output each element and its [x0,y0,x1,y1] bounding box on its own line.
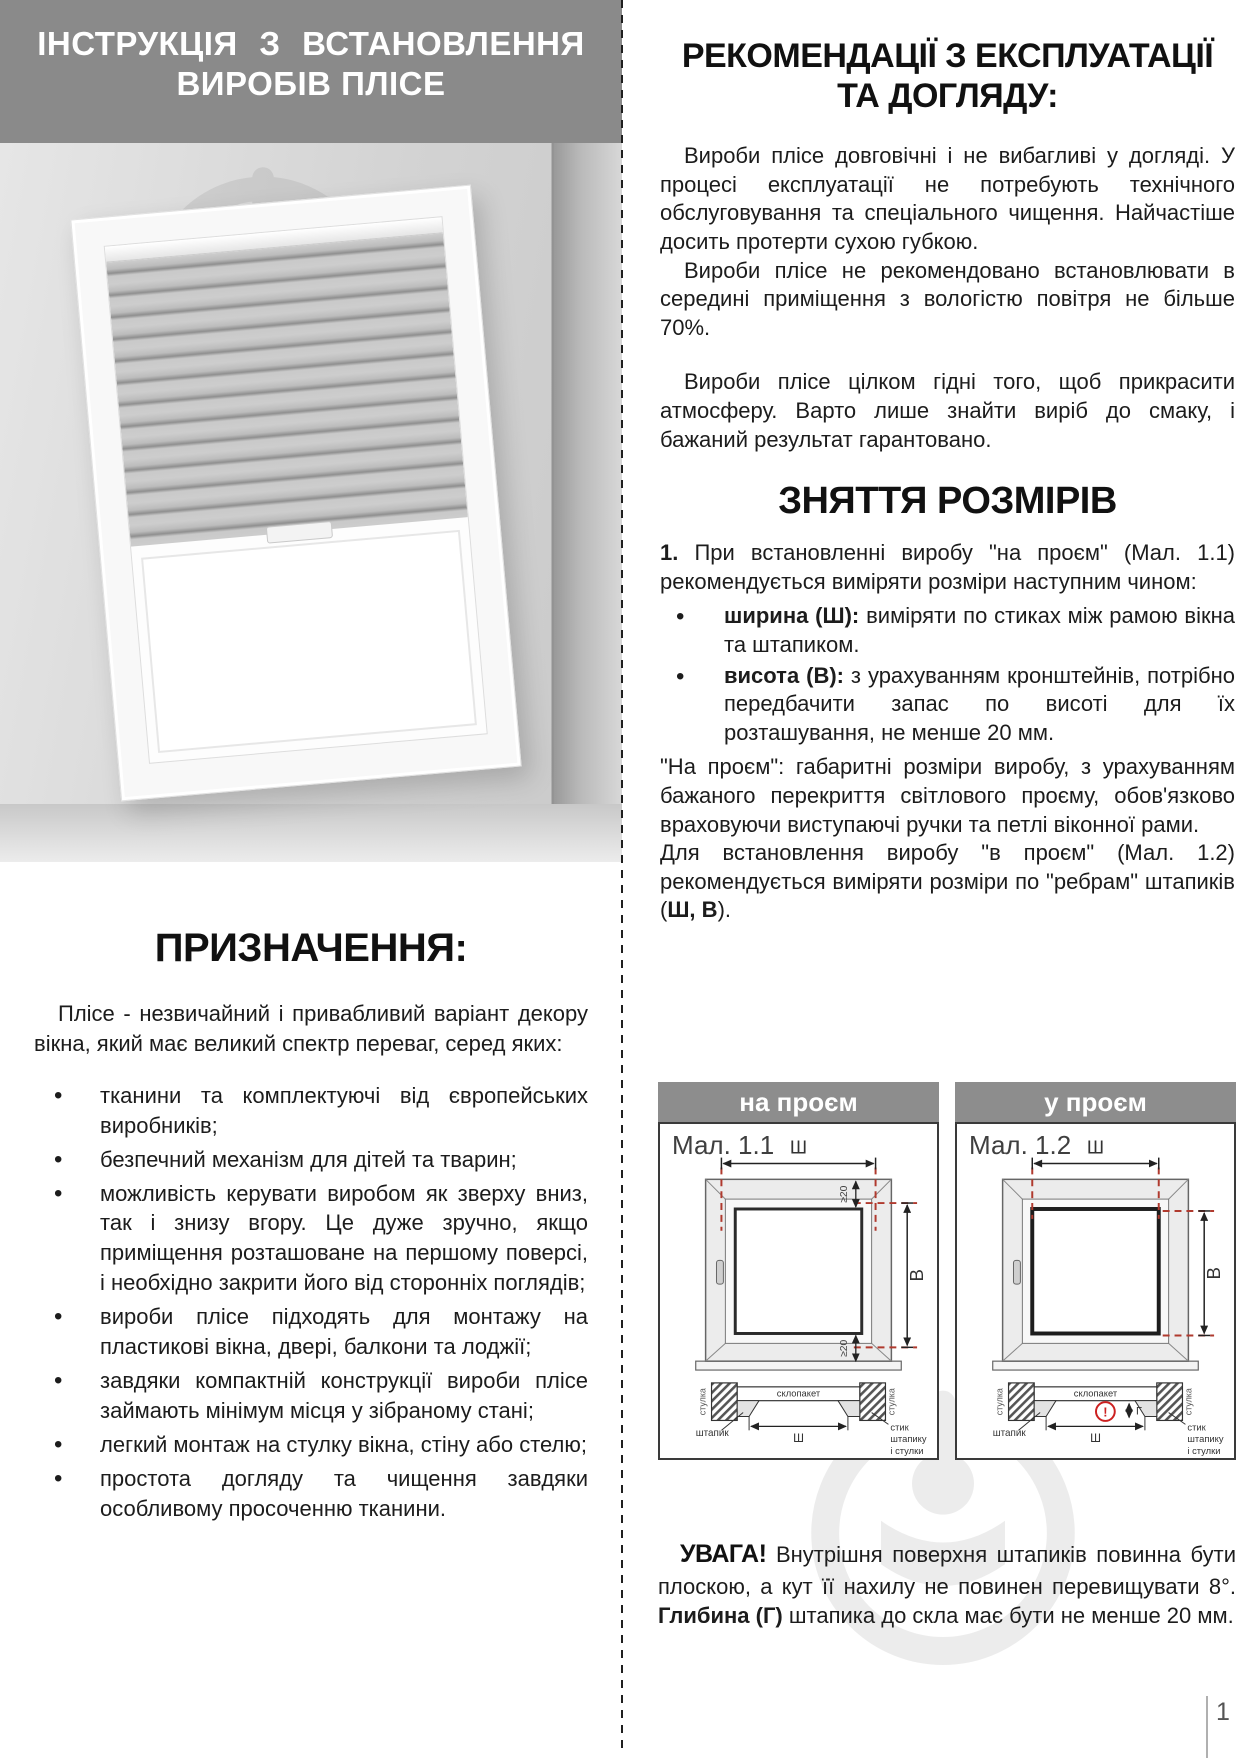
attention-bold-depth: Глибина (Г) [658,1603,783,1629]
list-item: • можливість керувати виробом як зверху вниз, так і знизу вгору. Це дуже зручно, якщо приміщення розташоване на першому поверсі, і необхідно закрити його від сторонніх поглядів; [54,1179,588,1299]
joint-label-3: і стулки [890,1446,924,1457]
section-width-label: Ш [793,1431,804,1446]
measurement-diagrams [658,1082,1236,1460]
care-heading-line1: РЕКОМЕНДАЦІЇ З ЕКСПЛУАТАЦІЇ [681,37,1214,75]
window-glass [735,1209,861,1334]
photo-corner-line [551,143,554,862]
section-width-label: Ш [1090,1431,1101,1446]
joint-label-2: штапику [890,1434,927,1445]
photo-window-frame [70,185,521,802]
product-photo [0,143,622,862]
attention-text-1: Внутрішня поверхня штапиків повинна бути плоскою, а кут її нахилу не повинен перевищувати 8°. [658,1542,1236,1599]
dim-width-label: Ш [789,1136,808,1158]
figure-label-1-2: Мал. 1.2 [969,1130,1072,1160]
width-label: ширина (Ш): [724,603,860,629]
glass-pack-label: склопакет [1073,1388,1118,1399]
page-number-divider [1206,1696,1208,1758]
width-dimension [1032,1158,1158,1170]
window-handle [716,1260,723,1284]
glass-pack-label: склопакет [776,1388,821,1399]
left-title-banner [0,0,622,143]
bead-label: штапик [695,1428,729,1440]
list-item [676,662,1235,748]
list-item: • простота догляду та чищення завдяки особливому просоченню тканини. [54,1464,588,1524]
dim-width-label: Ш [1086,1136,1105,1158]
diagram-box-2 [955,1122,1236,1460]
photo-window-opening [104,216,488,764]
diagram-box-1 [658,1122,939,1460]
v-proem-bold: Ш, В [667,897,718,923]
care-heading [660,36,1235,116]
purpose-heading: ПРИЗНАЧЕННЯ: [154,926,468,970]
diagram-panel-u-proem [955,1082,1236,1460]
joint-label-1: стик [890,1422,909,1433]
v-proem-paragraph [660,839,1235,925]
purpose-bullet-list [34,1081,588,1524]
cross-section [993,1383,1224,1456]
care-paragraph-1: Вироби плісе довговічні і не вибагливі у догляді. У процесі експлуатації не потребують технічного обслуговування та спеціального чищення. Найчастіше досить протерти сухою губкою. [660,143,1235,254]
photo-pleated-blind [106,233,468,546]
sash-label-left: стулка [994,1388,1005,1416]
list-item [676,602,1235,659]
list-item: • легкий монтаж на стулку вікна, стіну або стелю; [54,1430,588,1460]
panel-header-u-proem: у проєм [955,1082,1236,1122]
step-1-text: При встановленні виробу "на проєм" (Мал. 1.1) рекомендується виміряти розміри наступним чином: [660,540,1235,594]
joint-label-1: стик [1187,1422,1206,1433]
figure-label-1-1: Мал. 1.1 [672,1130,775,1160]
diagram-panel-na-proem [658,1082,939,1460]
care-paragraph-3: Вироби плісе цілком гідні того, щоб прикрасити атмосферу. Варто лише знайти виріб до смаку, і бажаний результат гарантовано. [660,369,1235,452]
min-overlap-top-label: ≥20 [838,1185,850,1203]
page-number: 1 [1216,1698,1230,1726]
bead-label: штапик [992,1428,1026,1440]
dim-height-label: В [1203,1266,1225,1280]
dim-height-label: В [906,1268,928,1282]
warning-exclamation-icon: ! [1103,1404,1108,1420]
min-overlap-bottom-label: ≥20 [838,1339,850,1357]
list-item: • вироби плісе підходять для монтажу на пластикові вікна, двері, балкони та лоджії; [54,1302,588,1362]
sizes-heading: ЗНЯТТЯ РОЗМІРІВ [778,480,1117,523]
purpose-intro: Плісе - незвичайний і привабливий варіант декору вікна, який має великий спектр переваг, серед яких: [34,1001,588,1056]
list-item: • завдяки компактній конструкції вироби плісе займають мінімум місця у зібраному стані; [54,1366,588,1426]
window-diagram-1-1 [660,1124,937,1458]
photo-window-glass [141,530,477,753]
list-item: • тканини та комплектуючі від європейських виробників; [54,1081,588,1141]
attention-paragraph [658,1538,1236,1631]
left-column [0,862,622,1528]
v-proem-end: ). [717,897,732,923]
right-column [622,0,1245,925]
window-diagram-1-2 [957,1124,1234,1458]
joint-label-2: штапику [1187,1434,1224,1445]
care-paragraph-2: Вироби плісе не рекомендовано встановлювати в середині приміщення з вологістю повітря не більше 70%. [660,257,1235,340]
panel-header-na-proem: на проєм [658,1082,939,1122]
width-text: виміряти по стиках між рамою вікна та штапиком. [724,603,1235,657]
cross-section [696,1383,927,1456]
window-handle [1013,1260,1020,1284]
attention-text-2: штапика до скла має бути не менше 20 мм. [788,1603,1234,1629]
height-label: висота (В): [724,662,844,688]
step-1-number: 1. [660,540,679,566]
depth-label: Г [1136,1405,1142,1418]
care-heading-line2: ТА ДОГЛЯДУ: [837,77,1058,116]
v-proem-text: Для встановлення виробу "в проєм" (Мал. 1.2) рекомендується виміряти розміри по "ребрам" штапиків ( [660,840,1235,923]
window-glass [1032,1209,1158,1334]
width-dimension [721,1158,875,1170]
page-title-line1: ІНСТРУКЦІЯ З ВСТАНОВЛЕННЯ [37,25,585,62]
attention-label: УВАГА! [680,1540,767,1568]
sash-label-left: стулка [697,1388,708,1416]
page-title-line2: ВИРОБІВ ПЛІСЕ [176,65,446,103]
list-item: • безпечний механізм для дітей та тварин; [54,1145,588,1175]
photo-sill [0,804,622,862]
sash-label-right: стулка [1183,1388,1194,1416]
photo-side-wall [552,143,622,862]
joint-label-3: і стулки [1187,1446,1221,1457]
na-proem-paragraph: "На проєм": габаритні розміри виробу, з урахуванням бажаного перекриття світлового проєму, обов'язково враховуючи виступаючі ручки та петлі віконної рами. [660,754,1235,837]
step-1-paragraph [660,539,1235,596]
measure-bullet-list [660,602,1235,747]
height-text: з урахуванням кронштейнів, потрібно передбачити запас по висоті для їх розташування, не менше 20 мм. [724,662,1235,745]
sash-label-right: стулка [886,1388,897,1416]
